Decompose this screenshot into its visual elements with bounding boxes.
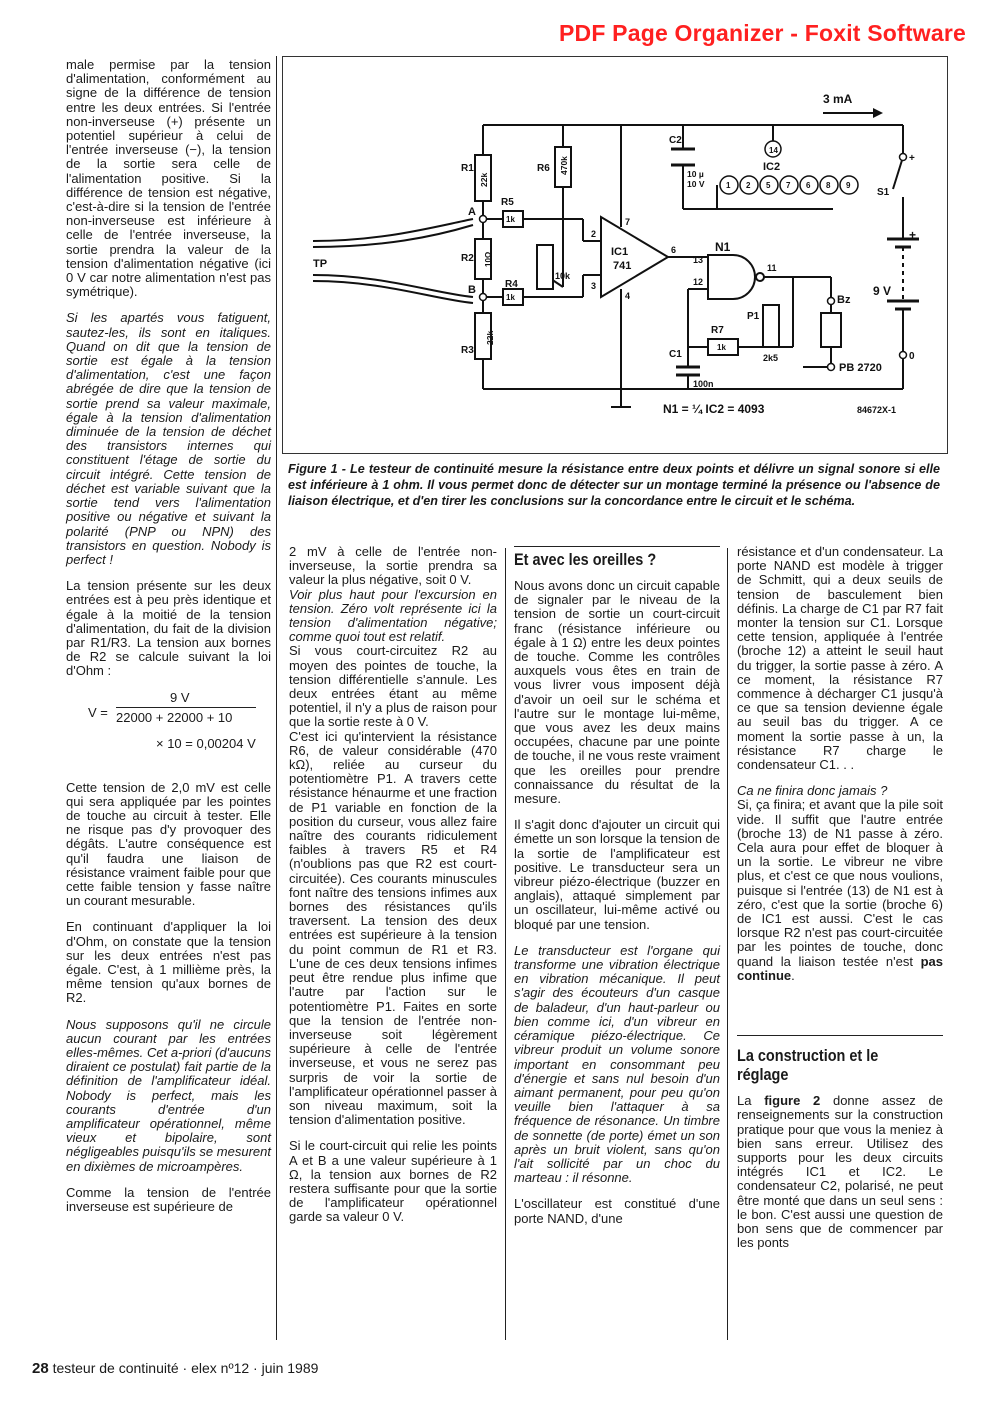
paragraph-text: donne assez de renseignements sur la construction pratique pour que vous la meniez à bien sans erreur. Utilisez des supports pour les deux circuits intégrés IC1 et IC2. Le condensateur C2, polarisé, ne peut être monté que dans un seul sens : le bon. C'est aussi une question de bon sens que de commencer par les ponts <box>737 1093 943 1251</box>
label-pin3: 3 <box>591 281 597 291</box>
label-plus: + <box>909 153 915 164</box>
label-bz-type: PB 2720 <box>839 362 882 374</box>
label-note: N1 = ¼ IC2 = 4093 <box>663 402 765 416</box>
label-ic1: IC1 <box>611 246 629 258</box>
aside-paragraph: Le transducteur est l'organe qui transforme une vibration électrique en vibration mécanique. Il peut s'agir des écouteurs d'un casque de baladeur, d'un haut-parleur ou bien comme ici, d'un vibreur en céramique piézo-électrique. Ce vibreur produit un volume sonore important en consommant peu d'énergie et sans nul besoin d'un aimant permanent, pour peu qu'on veuille bien l'attaquer à sa fréquence de résonance. Un timbre de sonnette (de porte) émet un son après un bruit violent, sans qu'on l'ait sollicité par un choc du marteau : il résonne. <box>514 942 720 1186</box>
label-r4: R4 <box>505 279 518 290</box>
label-s1: S1 <box>877 187 890 198</box>
label-ic2-pin: 7 <box>786 181 791 190</box>
label-tp: TP <box>313 258 328 270</box>
formula-v: V = <box>88 704 108 720</box>
label-p1-val: 2k5 <box>763 353 779 363</box>
heading-rule <box>737 1035 943 1036</box>
paragraph-text: Si, ça finira; et avant que la pile soit vide. Il suffit que l'autre entrée (broche 13) de N1 passe à zéro. Cela aura pour effet de bloquer à un la sortie. Le vibreur ne vibre plus, et c'est ce que nous voulions, puisque si l'entrée (13) de N1 est à zéro, c'est que la sortie (broche 6) de IC1 est aussi. C'est le cas lorsque R2 n'est pas court-circuitée par les pointes de touche, donc quand la liaison testée n'est <box>737 797 943 969</box>
aside-question: Ca ne finira donc jamais ? <box>737 783 888 799</box>
label-pin12: 12 <box>693 277 704 287</box>
label-pin7: 7 <box>625 217 631 227</box>
paragraph: Si vous court-circuitez R2 au moyen des pointes de touche, la tension différentielle s'annule. Les deux entrées étant au même potentiel, il n'y a plus de raison pour que la sortie reste à 0 V. <box>289 643 497 730</box>
formula-denominator: 22000 + 22000 + 10 <box>116 709 233 725</box>
column-rule <box>505 548 506 1340</box>
label-zero: 0 <box>909 351 915 362</box>
watermark: PDF Page Organizer - Foxit Software <box>558 20 966 46</box>
section-heading: Et avec les oreilles ? <box>514 550 657 569</box>
column-rule <box>276 56 277 1340</box>
potentiometer-p1 <box>763 305 779 347</box>
label-bz: Bz <box>837 294 851 306</box>
label-ic2-pin: 1 <box>726 181 731 190</box>
label-point-a: A <box>468 206 476 218</box>
label-ic2: IC2 <box>763 161 781 173</box>
emphasis: pas continue <box>737 953 943 983</box>
label-ic2-pin: 5 <box>766 181 771 190</box>
label-pin11: 11 <box>767 263 777 273</box>
label-pin13: 13 <box>693 255 704 265</box>
column-rule <box>727 548 728 1340</box>
label-r2: R2 <box>461 253 474 264</box>
label-current: 3 mA <box>823 92 853 106</box>
paragraph: Si le court-circuit qui relie les points A et B a une valeur supérieure à 1 Ω, la tension aux bornes de R2 restera suffisante pour que la sortie de l'amplificateur opérationnel garde sa valeur 0 V. <box>289 1138 497 1225</box>
label-r5: R5 <box>501 197 514 208</box>
buzzer-bz <box>821 313 841 347</box>
label-c1: C1 <box>669 349 682 360</box>
schematic-figure <box>282 56 948 454</box>
label-c2: C2 <box>669 135 682 146</box>
emphasis: figure 2 <box>764 1093 821 1109</box>
paragraph <box>737 798 943 983</box>
formula-numerator: 9 V <box>170 689 190 705</box>
label-ic2-pin: 8 <box>826 181 831 190</box>
label-c1-val: 100n <box>693 379 714 389</box>
label-ic1-type: 741 <box>613 260 632 272</box>
label-r1-val: 22k <box>479 172 489 187</box>
label-r6-val: 470k <box>559 156 569 175</box>
section-heading: La construction et le réglage <box>737 1046 879 1085</box>
paragraph: Nous avons donc un circuit capable de signaler par le niveau de la tension de sortie un court-circuit franc (résistance inférieure ou égale à 1 Ω) entre les deux pointes de touche. Comme les contrôles auxquels vous êtes en train de vous livrer vous imposent déjà d'avoir un oeil sur le schéma et l'autre sur le montage lui-même, que vous avez les deux mains occupées, chacune par une pointe de touche, il ne vous reste vraiment que les oreilles pour prendre connaissance du résultat de la mesure. <box>514 578 720 807</box>
paragraph <box>737 1094 943 1250</box>
label-n1: N1 <box>715 240 731 254</box>
paragraph-text: La <box>737 1093 752 1109</box>
label-r7-val: 1k <box>717 343 726 352</box>
aside-paragraph: Voir plus haut pour l'excursion en tension. Zéro volt représente ici la tension d'alimentation négative; comme quoi tout est relatif. <box>289 586 497 645</box>
label-r1: R1 <box>461 163 474 174</box>
paragraph: résistance et d'un condensateur. La porte NAND est modèle à trigger de Schmitt, qui a deux seuils de tension de basculement bien définis. La charge de C1 par R7 fait monter la tension sur C1. Lorsque cette tension, appliquée à l'entrée (broche 12) a atteint le seuil haut du trigger, la sortie passe à zéro. A ce moment, la résistance R7 commence à décharger C1 jusqu'à ce que sa tension devienne égale au seuil bas du trigger. A ce moment la sortie passe à un, la résistance R7 charge le condensateur C1. . . <box>737 544 943 773</box>
paragraph: Comme la tension de l'entrée inverseuse est supérieure de <box>66 1184 271 1215</box>
label-battery: 9 V <box>873 284 892 298</box>
page-footer <box>32 1360 318 1377</box>
label-c2-val1: 10 µ <box>687 169 704 179</box>
paragraph: En continuant d'appliquer la loi d'Ohm, on constate que la tension sur les deux entrées n'est pas égale. C'est, à 1 millième près, la même tension qu'aux bornes de R2. <box>66 919 271 1006</box>
paragraph: C'est ici qu'intervient la résistance R6, de valeur considérable (470 kΩ), reliée au curseur du potentiomètre P1. A travers cette résistance hénaurme et une fraction de P1 variable en fonction de la position du curseur, vous allez faire naître des courants ridiculement faibles à travers R5 et R4 (n'oublions pas que R2 est court-circuitée). Ces courants minuscules font naître des tensions infimes aux bornes des résistances qu'ils traversent. La tension des deux entrées est supérieure à la tension du point commun de R1 et R3. L'une de ces deux tensions infimes peut être rendue plus infime que l'autre par l'action sur le potentiomètre P1. Faites en sorte que la tension de l'entrée non-inverseuse soit légèrement supérieure à celle de l'entrée inverseuse, et vous ne serez pas surpris de voir la sortie de l'amplificateur opérationnel passer à son niveau maximum, soit la tension d'alimentation positive. <box>289 728 497 1128</box>
ohm-formula <box>66 687 271 771</box>
page-number: 28 <box>32 1360 49 1377</box>
label-r6: R6 <box>537 163 550 174</box>
column-3 <box>514 550 720 1238</box>
label-pin6: 6 <box>671 245 677 255</box>
label-ref: 84672X-1 <box>857 405 897 415</box>
paragraph: Il s'agit donc d'ajouter un circuit qui émette un son lorsque la tension de la sortie de l'amplificateur est positive. Le transducteur sera un vibreur piézo-électrique (buzzer en anglais), attaqué simplement par un oscillateur, lui-même activé ou bloqué par une tension. <box>514 817 720 932</box>
figure-caption: Figure 1 - Le testeur de continuité mesure la résistance entre deux points et délivre un signal sonore si elle est inférieure à 1 ohm. Il vous permet donc de détecter sur un montage terminé la présence ou l'absence de liaison électrique, et d'en tirer les conclusions sur la concordance entre le circuit et le schéma. <box>288 462 940 508</box>
formula-result: × 10 = 0,00204 V <box>156 735 256 751</box>
aside-paragraph: Nous supposons qu'il ne circule aucun courant par les entrées elles-mêmes. Cet a-priori (d'aucuns diraient ce postulat) fait partie de la définition de l'amplificateur idéal. Nobody is perfect, mais les courants d'entrée d'un amplificateur opérationnel, même vieux et bipolaire, sont négligeables puisqu'ils se mesurent en dixièmes de microampères. <box>66 1016 271 1174</box>
paragraph: Cette tension de 2,0 mV est celle qui sera appliquée par les pointes de touche au circuit à tester. Elle ne risque pas d'y provoquer des dégâts. L'autre conséquence est qu'il faudra une liaison de résistance vraiment faible pour que cette faible tension y fasse naître un courant mesurable. <box>66 779 271 909</box>
label-r2-val: 10Ω <box>484 251 493 267</box>
footer-text: testeur de continuité · elex nº12 · juin 1989 <box>52 1360 319 1376</box>
label-ic2-pin: 2 <box>746 181 751 190</box>
potentiometer-10k <box>537 245 553 289</box>
label-ic2-pin14: 14 <box>769 146 778 155</box>
label-ic2-pin: 6 <box>806 181 811 190</box>
schematic-diagram <box>283 57 947 453</box>
label-ic2-pin: 9 <box>846 181 851 190</box>
paragraph-end: . <box>791 967 795 983</box>
label-plus: + <box>909 228 917 242</box>
label-pin2: 2 <box>591 229 597 239</box>
paragraph: L'oscillateur est constitué d'une porte NAND, d'une <box>514 1196 720 1226</box>
label-r7: R7 <box>711 325 724 336</box>
column-1 <box>66 58 271 1226</box>
label-pin4: 4 <box>625 291 631 301</box>
paragraph: 2 mV à celle de l'entrée non-inverseuse, la sortie prendra sa valeur la plus négative, soit 0 V. <box>289 544 497 588</box>
label-r3-val: 22k <box>485 330 495 345</box>
formula-bar <box>116 707 256 708</box>
label-pot-val: 10k <box>555 271 571 281</box>
label-r3: R3 <box>461 345 474 356</box>
heading-rule <box>514 546 720 547</box>
column-4 <box>737 545 943 1262</box>
label-p1: P1 <box>747 311 760 322</box>
paragraph: La tension présente sur les deux entrées est à peu près identique et égale à la moitié de la tension d'alimentation, du fait de la division par R1/R3. La tension aux bornes de R2 se calcule suivant la loi d'Ohm : <box>66 578 271 679</box>
column-2 <box>289 545 497 1237</box>
label-point-b: B <box>468 284 476 296</box>
label-r4-val: 1k <box>506 293 515 302</box>
label-c2-val2: 10 V <box>687 179 705 189</box>
paragraph: male permise par la tension d'alimentation, conformément au signe de la différence de tension entre les deux entrées. Si l'entrée non-inverseuse (+) présente un potentiel supérieur à celui de l'entrée inverseuse (−), la tension de la sortie sera celle de l'alimentation positive. Si la différence de tension est négative, c'est-à-dire si la tension de l'entrée non-inverseuse est inférieure à celle de l'entrée inverseuse, la sortie prendra la valeur de la tension d'alimentation négative (ici 0 V car notre alimentation n'est pas symétrique). <box>66 57 271 300</box>
aside-paragraph: Si les apartés vous fatiguent, sautez-les, ils sont en italiques. Quand on dit que la tension de sortie est égale à la tension d'alimentation, c'est une façon abrégée de dire que la tension de sortie prend sa valeur maximale, égale à la tension d'alimentation diminuée de la tension de déchet des transistors internes qui constituent l'étage de sortie du circuit intégré. Cette tension de déchet est variable suivant que la sortie tend vers l'alimentation positive ou négative et suivant la polarité (PNP ou NPN) des transistors en question. Nobody is perfect ! <box>66 310 271 567</box>
label-r5-val: 1k <box>506 215 515 224</box>
